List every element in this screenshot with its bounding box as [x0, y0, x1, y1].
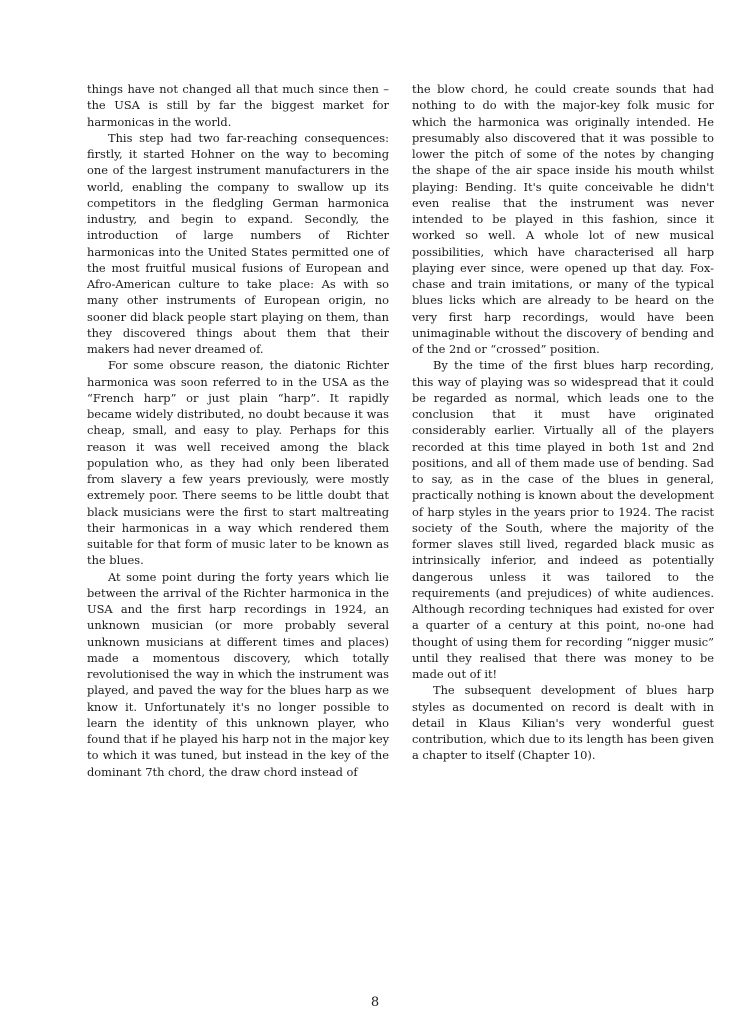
paragraph-continuation: things have not changed all that much since then – the USA is still by far the biggest market for harmonicas in the world. [87, 82, 389, 129]
paragraph-continuation: the blow chord, he could create sounds that had nothing to do with the major-key folk music for which the harmonica was originally intended. He presumably also discovered that it was possible to lower the pitch of some of the notes by changing the shape of the air space inside his mouth whilst playing: Bending. It's quite conceivable he didn't even realise that the instrument was never intended to be played in this fashion, since it worked so well. A whole lot of new musical possibilities, which have characterised all harp playing ever since, were opened up that day. Fox-chase and train imitations, or many of the typical blues licks which are already to be heard on the very first harp recordings, would have been unimaginable without the discovery of bending and of the 2nd or “crossed” position. [412, 82, 714, 356]
paragraph: The subsequent development of blues harp styles as documented on record is dealt with in detail in Klaus Kilian's very wonderful guest contribution, which due to its length has been given a chapter to itself (Chapter 10). [412, 683, 714, 763]
right-text-column [412, 81, 714, 764]
paragraph: This step had two far-reaching consequences: firstly, it started Hohner on the way to becoming one of the largest instrument manufacturers in the world, enabling the company to swallow up its competitors in the fledgling German harmonica industry, and begin to expand. Secondly, the introduction of large numbers of Richter harmonicas into the United States permitted one of the most fruitful musical fusions of European and Afro-American culture to take place: As with so many other instruments of European origin, no sooner did black people start playing on them, than they discovered things about them that their makers had never dreamed of. [87, 130, 389, 356]
paragraph: By the time of the first blues harp recording, this way of playing was so widespread that it could be regarded as normal, which leads one to the conclusion that it must have originated considerably earlier. Virtually all of the players recorded at this time played in both 1st and 2nd positions, and all of them made use of bending. Sad to say, as in the case of the blues in general, practically nothing is known about the development of harp styles in the years prior to 1924. The racist society of the South, where the majority of the former slaves still lived, regarded black music as intrinsically inferior, and indeed as potentially dangerous unless it was tailored to the requirements (and prejudices) of white audiences. Although recording techniques had existed for over a quarter of a century at this point, no-one had thought of using them for recording “nigger music” until they realised that there was money to be made out of it! [412, 358, 714, 681]
left-text-column [87, 81, 389, 780]
paragraph: For some obscure reason, the diatonic Richter harmonica was soon referred to in the USA as the “French harp” or just plain “harp”. It rapidly became widely distributed, no doubt because it was cheap, small, and easy to play. Perhaps for this reason it was well received among the black population who, as they had only been liberated from slavery a few years previously, were mostly extremely poor. There seems to be little doubt that black musicians were the first to start maltreating their harmonicas in a way which rendered them suitable for that form of music later to be known as the blues. [87, 358, 389, 568]
paragraph: At some point during the forty years which lie between the arrival of the Richter harmonica in the USA and the first harp recordings in 1924, an unknown musician (or more probably several unknown musicians at different times and places) made a momentous discovery, which totally revolutionised the way in which the instrument was played, and paved the way for the blues harp as we know it. Unfortunately it's no longer possible to learn the identity of this unknown player, who found that if he played his harp not in the major key to which it was tuned, but instead in the key of the dominant 7th chord, the draw chord instead of [87, 569, 389, 779]
page-number: 8 [370, 995, 380, 1010]
